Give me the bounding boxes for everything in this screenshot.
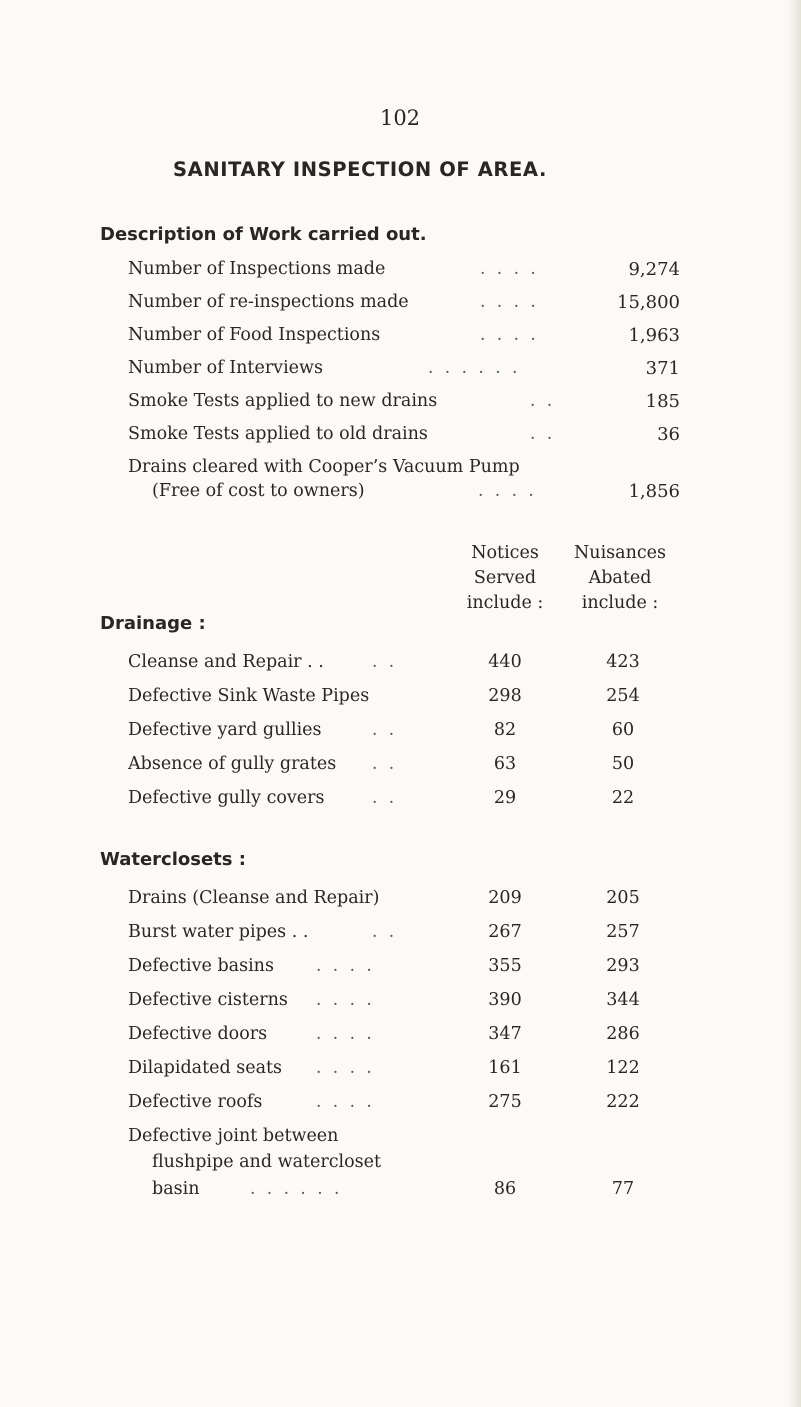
leader-dots: . . . . [316,1058,375,1078]
nuisances-abated-value: 222 [606,1092,640,1112]
row-label: Defective yard gullies [128,720,322,740]
leader-dots: . . [372,720,398,740]
notices-served-value: 209 [488,888,522,908]
nuisances-abated-value: 205 [606,888,640,908]
leader-dots: . . . . [316,1024,375,1044]
notices-served-value: 267 [488,922,522,942]
column-header-line: Served [473,568,537,588]
leader-dots: . . [530,424,556,444]
nuisances-abated-value: 423 [606,652,640,672]
leader-dots: . . . . [480,292,539,312]
nuisances-abated-value: 60 [611,720,635,740]
work-item-value: 371 [645,358,680,379]
nuisances-abated-value: 344 [606,990,640,1010]
notices-served-value: 29 [493,788,517,808]
column-header-line: Notices [471,543,539,563]
leader-dots: . . . . [480,325,539,345]
leader-dots: . . [372,652,398,672]
page-edge-shadow [787,0,801,1407]
notices-served-value: 347 [488,1024,522,1044]
column-header-line: Nuisances [573,543,666,563]
work-item-label: Drains cleared with Cooper’s Vacuum Pump [128,457,520,477]
page-number: 102 [379,106,421,130]
leader-dots: . . . . [316,956,375,976]
work-item-label: Smoke Tests applied to old drains [128,424,428,444]
leader-dots: . . . . [316,1092,375,1112]
leader-dots: . . . . . . [250,1179,343,1199]
row-label: Defective gully covers [128,788,325,808]
nuisances-abated-value: 293 [606,956,640,976]
leader-dots: . . [372,754,398,774]
nuisances-abated-value: 50 [611,754,635,774]
work-item-value: 1,963 [628,325,680,346]
work-item-value: 185 [645,391,680,412]
row-label-continued: flushpipe and watercloset [152,1152,382,1172]
work-item-label: Smoke Tests applied to new drains [128,391,438,411]
nuisances-abated-value: 254 [606,686,640,706]
work-item-value: 36 [657,424,680,445]
work-item-label: Number of Interviews [128,358,323,378]
notices-served-value: 355 [488,956,522,976]
notices-served-value: 298 [488,686,522,706]
leader-dots: . . [372,788,398,808]
work-item-value: 1,856 [628,481,680,502]
work-item-value: 9,274 [628,259,680,280]
work-item-value: 15,800 [617,292,680,313]
row-label: Cleanse and Repair . . [128,652,324,672]
notices-served-value: 275 [488,1092,522,1112]
notices-served-value: 440 [488,652,522,672]
row-label: Defective roofs [128,1092,263,1112]
leader-dots: . . . . [480,259,539,279]
leader-dots: . . [530,391,556,411]
nuisances-abated-value: 122 [606,1058,640,1078]
row-label: Defective joint between [128,1126,339,1146]
leader-dots: . . . . [316,990,375,1010]
work-item-label: Number of re-inspections made [128,292,409,312]
nuisances-abated-value: 286 [606,1024,640,1044]
work-heading: Description of Work carried out. [100,224,427,245]
drainage-heading: Drainage : [100,613,206,634]
row-label: Drains (Cleanse and Repair) [128,888,380,908]
row-label: Defective cisterns [128,990,288,1010]
notices-served-value: 86 [493,1179,517,1199]
leader-dots: . . [372,922,398,942]
notices-served-value: 63 [493,754,517,774]
row-label: Burst water pipes . . [128,922,309,942]
nuisances-abated-value: 77 [611,1179,635,1199]
row-label: Defective Sink Waste Pipes [128,686,370,706]
row-label: Absence of gully grates [128,754,337,774]
row-label: Defective doors [128,1024,268,1044]
column-header-line: include : [581,593,659,613]
notices-served-value: 82 [493,720,517,740]
notices-served-value: 161 [488,1058,522,1078]
nuisances-abated-value: 22 [611,788,635,808]
leader-dots: . . . . . . [428,358,521,378]
work-item-label-continued: (Free of cost to owners) [152,481,365,501]
row-label-continued: basin [152,1179,200,1199]
waterclosets-heading: Waterclosets : [100,849,246,870]
leader-dots: . . . . [478,481,537,501]
work-item-label: Number of Food Inspections [128,325,381,345]
notices-served-value: 390 [488,990,522,1010]
column-header-line: include : [466,593,544,613]
column-header-line: Abated [588,568,652,588]
row-label: Dilapidated seats [128,1058,283,1078]
column-header-nuisances-abated [550,541,690,616]
work-item-label: Number of Inspections made [128,259,386,279]
nuisances-abated-value: 257 [606,922,640,942]
row-label: Defective basins [128,956,274,976]
page-title: SANITARY INSPECTION OF AREA. [172,158,547,181]
